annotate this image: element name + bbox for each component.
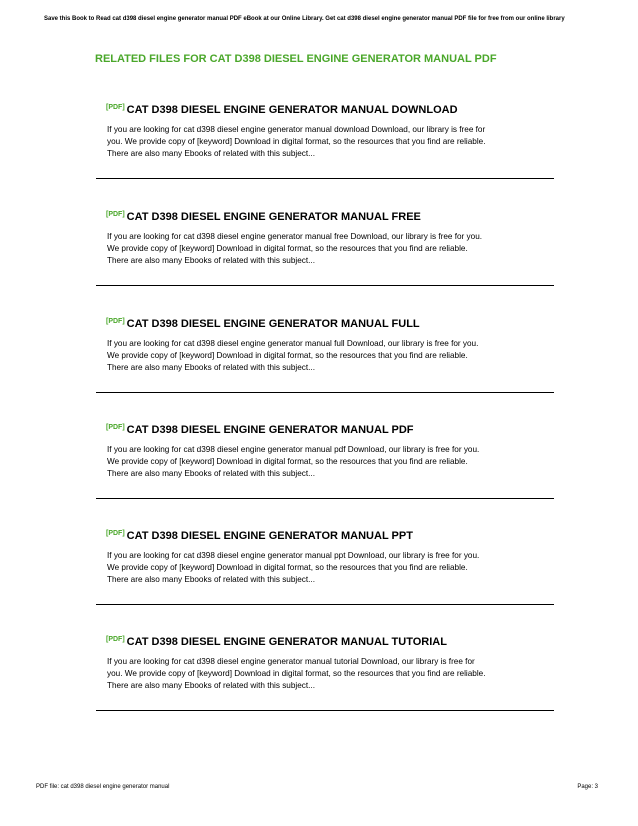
entry-description-line: There are also many Ebooks of related with this subject... xyxy=(107,681,315,690)
entry-description-line: If you are looking for cat d398 diesel engine generator manual full Download, our library is free for you. xyxy=(107,339,479,348)
pdf-tag: [PDF] xyxy=(106,424,125,431)
entry-title[interactable]: CAT D398 DIESEL ENGINE GENERATOR MANUAL PDF xyxy=(126,424,414,436)
entry-title-row[interactable] xyxy=(106,420,414,438)
entry-description-line: We provide copy of [keyword] Download in digital format, so the resources that you find are reliable. xyxy=(107,563,468,572)
related-files-heading: RELATED FILES FOR CAT D398 DIESEL ENGINE GENERATOR MANUAL PDF xyxy=(95,53,497,65)
entry-description-line: If you are looking for cat d398 diesel engine generator manual ppt Download, our library is free for you. xyxy=(107,551,480,560)
entry-description-line: you. We provide copy of [keyword] Download in digital format, so the resources that you find are reliable. xyxy=(107,669,486,678)
entry-description xyxy=(107,124,554,160)
entry-description-line: We provide copy of [keyword] Download in digital format, so the resources that you find are reliable. xyxy=(107,351,468,360)
entry-title-row[interactable] xyxy=(106,632,447,650)
entry-divider xyxy=(96,178,554,179)
entry-description-line: There are also many Ebooks of related with this subject... xyxy=(107,469,315,478)
entry-divider xyxy=(96,392,554,393)
footer-page-number: Page: 3 xyxy=(577,784,598,790)
entry-description-line: There are also many Ebooks of related with this subject... xyxy=(107,256,315,265)
entry-title-row[interactable] xyxy=(106,314,420,332)
pdf-tag: [PDF] xyxy=(106,530,125,537)
entry-description xyxy=(107,444,554,480)
entry-description xyxy=(107,656,554,692)
pdf-tag: [PDF] xyxy=(106,636,125,643)
entry-title[interactable]: CAT D398 DIESEL ENGINE GENERATOR MANUAL TUTORIAL xyxy=(126,636,447,648)
entry-title-row[interactable] xyxy=(106,207,421,225)
entry-description-line: If you are looking for cat d398 diesel engine generator manual free Download, our library is free for you. xyxy=(107,232,483,241)
entry-description-line: There are also many Ebooks of related with this subject... xyxy=(107,575,315,584)
entry-divider xyxy=(96,604,554,605)
entry-divider xyxy=(96,285,554,286)
entry-description-line: you. We provide copy of [keyword] Download in digital format, so the resources that you find are reliable. xyxy=(107,137,486,146)
pdf-tag: [PDF] xyxy=(106,318,125,325)
entry-description-line: We provide copy of [keyword] Download in digital format, so the resources that you find are reliable. xyxy=(107,457,468,466)
entry-title-row[interactable] xyxy=(106,526,413,544)
entry-description-line: We provide copy of [keyword] Download in digital format, so the resources that you find are reliable. xyxy=(107,244,468,253)
entry-description-line: If you are looking for cat d398 diesel engine generator manual pdf Download, our library is free for you. xyxy=(107,445,480,454)
library-banner: Save this Book to Read cat d398 diesel engine generator manual PDF eBook at our Online Library. Get cat d398 diesel engine generator manual PDF file for free from our online library xyxy=(44,16,565,22)
entry-description-line: There are also many Ebooks of related with this subject... xyxy=(107,149,315,158)
entry-divider xyxy=(96,498,554,499)
entry-description xyxy=(107,338,554,374)
entry-title-row[interactable] xyxy=(106,100,458,118)
footer-file-label: PDF file: cat d398 diesel engine generator manual xyxy=(36,784,170,790)
entry-title[interactable]: CAT D398 DIESEL ENGINE GENERATOR MANUAL FULL xyxy=(126,318,420,330)
entry-title[interactable]: CAT D398 DIESEL ENGINE GENERATOR MANUAL FREE xyxy=(126,211,421,223)
entry-divider xyxy=(96,710,554,711)
entry-description-line: If you are looking for cat d398 diesel engine generator manual download Download, our library is free for xyxy=(107,125,486,134)
entry-description xyxy=(107,231,554,267)
pdf-tag: [PDF] xyxy=(106,211,125,218)
entry-title[interactable]: CAT D398 DIESEL ENGINE GENERATOR MANUAL PPT xyxy=(126,530,413,542)
entry-title[interactable]: CAT D398 DIESEL ENGINE GENERATOR MANUAL DOWNLOAD xyxy=(126,104,458,116)
pdf-tag: [PDF] xyxy=(106,104,125,111)
entry-description-line: If you are looking for cat d398 diesel engine generator manual tutorial Download, our library is free for xyxy=(107,657,475,666)
entry-description-line: There are also many Ebooks of related with this subject... xyxy=(107,363,315,372)
entry-description xyxy=(107,550,554,586)
